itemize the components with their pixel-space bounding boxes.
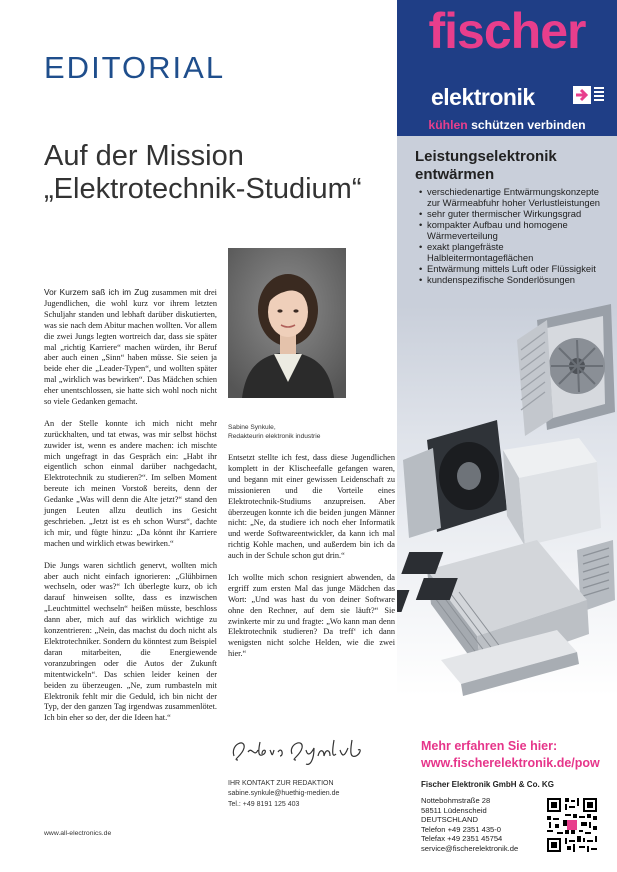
article-paragraph: Ich wollte mich schon resigniert abwenden, da ergriff zum ersten Mal das junge Mädchen das Wort: „Und was hast du von deiner Software ohne den Rechner, auf dem sie läuft?“ Sie zwinkerte mir zu und fragte: „Wo kann man denn Elektrotechnik studieren? Da treff‘ ich dann wenigsten nicht solche Helden, wie die zwei hier.“ <box>228 572 395 659</box>
brand-logo: fischer <box>428 3 586 59</box>
fan-module-icon <box>517 304 615 436</box>
company-name: Fischer Elektronik GmbH & Co. KG <box>421 780 554 789</box>
article-column-2 <box>228 453 395 671</box>
ad-tagline <box>397 118 617 132</box>
contact-email-link[interactable]: sabine.synkule@huethig-medien.de <box>228 790 340 798</box>
list-item: • verschiedenartige Entwärmungskonzepte zur Wärmeabfuhr hoher Verlustleistungen <box>419 186 609 208</box>
list-item: • Entwärmung mittels Luft oder Flüssigkeit <box>419 263 609 274</box>
caption-role: Redakteurin elektronik industrie <box>228 433 321 440</box>
photo-caption <box>228 423 398 441</box>
heatsink-products-image <box>397 300 617 730</box>
feature-list <box>419 186 609 285</box>
article-paragraph: Entsetzt stellte ich fest, dass diese Jugendlichen komplett in der Klischeefalle gefangen waren, und begann mit einer gewissen Leidenschaft zu missionieren und die Vorteile eines Elektrotechnik-Studiums anzupreisen. Aber überzeugen konnte ich die beiden jungen Männer nicht: „Ne, da studiere ich noch eher Informatik und werde Softwareentwickler, da kann ich mal richtig Kohle machen, und außerdem bin ich da auch in der Schule schon gut drin.“ <box>228 453 395 561</box>
article-column-1 <box>44 287 217 735</box>
tagline-word: kühlen <box>428 118 468 132</box>
handwritten-signature <box>228 730 368 768</box>
company-address: Nottebohmstraße 28 58511 Lüdenscheid DEUTSCHLAND Telefon +49 2351 435-0 Telefax +49 2351 45754 service@fischerelektronik.de <box>421 796 541 854</box>
contact-heading: IHR KONTAKT ZUR REDAKTION <box>228 780 334 787</box>
list-item: • kundenspezifische Sonderlösungen <box>419 274 609 285</box>
page-title <box>44 140 394 206</box>
contact-phone: Tel.: +49 8191 125 403 <box>228 800 300 808</box>
list-item: • kompakter Aufbau und homogene Wärmeverteilung <box>419 219 609 241</box>
cta-line: Mehr erfahren Sie hier: <box>421 739 558 753</box>
qr-code-icon[interactable] <box>545 796 599 854</box>
brand-subtitle: elektronik <box>431 84 535 110</box>
article-paragraph: Vor Kurzem saß ich im Zug zusammen mit drei Jugendlichen, die wohl kurz vor ihrem letzten Schuljahr standen und lebhaft darüber diskutierten, was sie nach dem Abitur machen wollten. Vor allem die zwei Jungs legten wortreich dar, dass sie später mal „richtig Karriere“ machen würden, ihr Beruf aber auch einen „Sinn“ haben müsse. Sie seien ja beide eher die „Leader-Typen“, und wollten später mal „wirklich was bewirken“. Das Mädchen schien eher unentschlossen, sie hatte sich wohl noch nicht so viele Gedanken gemacht. <box>44 287 217 407</box>
article-paragraph: An der Stelle konnte ich mich nicht mehr zurückhalten, und tat etwas, was mir selbst höchst zuwider ist, wenn es andere machen: ich mischte mich ungefragt in das Gespräch ein: „Habt ihr eigentlich schon einmal darüber nachgedacht, Elektrotechnik zu studieren?“. Im selben Moment bereute ich meinen Vorstoß bereits, denn der Gedanke „Was will denn die Alte jetzt?“ stand den jungen Leuten allzu deutlich ins Gesicht geschrieben. „Jetzt ist es eh schon Wurst“, dachte ich mir, und fügte hinzu: „Da könnt ihr Karriere machen und wirklich etwas bewirken.“ <box>44 418 217 548</box>
advertisement[interactable] <box>397 0 617 872</box>
list-item: • exakt plangefräste Halbleitermontageflächen <box>419 241 609 263</box>
brand-arrow-icon <box>573 86 607 104</box>
ad-title: Leistungselektronik entwärmen <box>415 148 557 183</box>
editorial-contact <box>228 779 398 810</box>
company-email-link[interactable]: service@fischerelektronik.de <box>421 843 519 853</box>
author-photo <box>228 248 346 398</box>
tagline-word: verbinden <box>527 118 586 132</box>
ad-cta <box>421 738 617 772</box>
headline-line-1: Auf der Mission <box>44 140 244 172</box>
article-paragraph: Die Jungs waren sichtlich genervt, wollten mich aber auch nicht einfach ignorieren: „Glühbirnen wechseln, oder was?“ Ich überlegte kurz, ob ich darauf hinweisen sollte, dass es inzwischen „Leuchtmittel wechseln“ heißen müsste, beschloss dann aber, mich auf das wirklich wichtige zu konzentrieren: „Nein, das machst du doch nicht als Elektrotechniker. Sondern du könntest zum Beispiel daran mitarbeiten, die Energiewende voranzubringen oder die Autos der Zukunft mitentwickeln“. Das schien leider keinen der beiden zu überzeugen. „Ne, zum rumbasteln mit Elektronik fehlt mir die Geduld, ich bin nicht der Typ, der den ganzen Tag irgendwas zusammenlötet. Ich bin eher so der, der die Ideen hat.“ <box>44 560 217 723</box>
footer-url-link[interactable]: www.all-electronics.de <box>44 830 112 837</box>
blower-fan-icon <box>403 420 507 538</box>
caption-name: Sabine Synkule, <box>228 424 276 431</box>
list-item: • sehr guter thermischer Wirkungsgrad <box>419 208 609 219</box>
cta-url-link[interactable]: www.fischerelektronik.de/pow <box>421 756 600 770</box>
lead-in: Vor Kurzem saß ich im Zug <box>44 287 149 297</box>
tagline-word: schützen <box>471 118 524 132</box>
ad-header <box>397 0 617 136</box>
section-label: EDITORIAL <box>44 50 226 85</box>
headline-line-2: „Elektrotechnik-Studium“ <box>44 173 362 205</box>
portrait-illustration <box>228 248 346 398</box>
